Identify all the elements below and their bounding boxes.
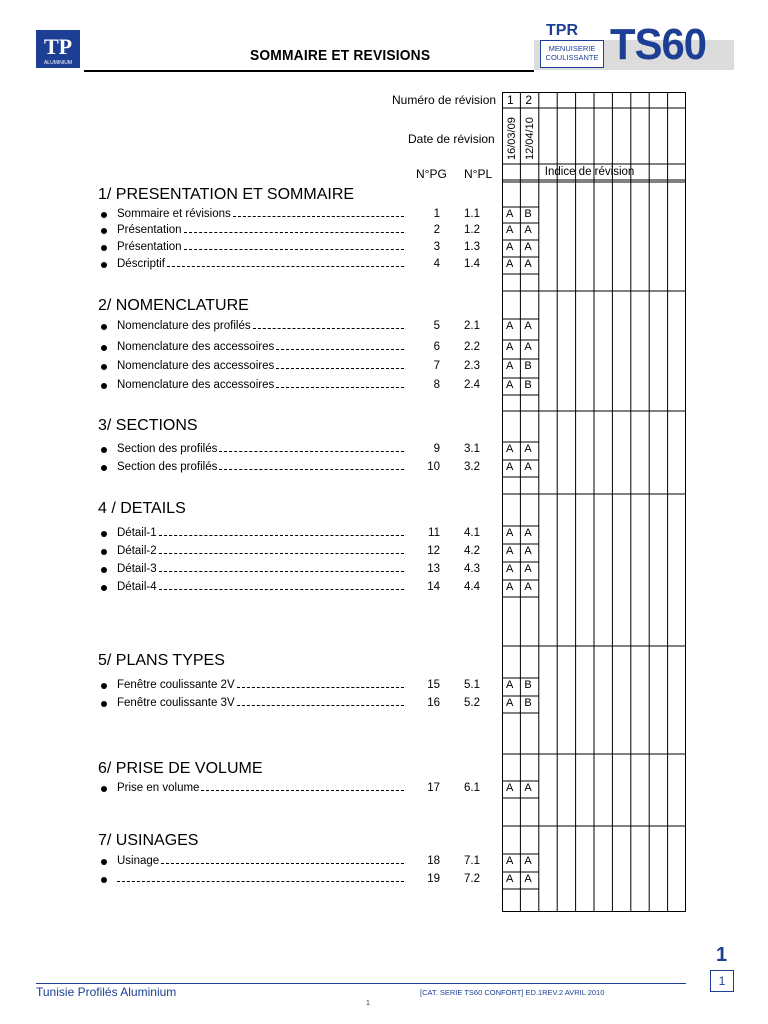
logo-sub: ALUMINIUM	[43, 60, 73, 66]
revision-index: A	[506, 545, 514, 557]
revision-index: B	[524, 208, 532, 220]
bullet-icon	[101, 859, 107, 865]
plan-number: 1.2	[464, 224, 480, 236]
dotted-leader	[159, 535, 404, 536]
section-title: 7/ USINAGES	[98, 832, 199, 849]
revision-index: A	[524, 782, 532, 794]
footer-reference: [CAT. SERIE TS60 CONFORT] ED.1REV.2 AVRIL 2010	[420, 988, 605, 997]
revision-index: A	[506, 241, 514, 253]
dotted-leader	[159, 553, 404, 554]
list-item-label: Détail-2	[117, 545, 157, 557]
plan-number: 2.3	[464, 360, 480, 372]
revision-index: B	[524, 360, 532, 372]
revision-index: A	[524, 527, 532, 539]
dotted-leader	[276, 387, 404, 388]
plan-number: 1.4	[464, 258, 480, 270]
footer-company: Tunisie Profilés Aluminium	[36, 985, 177, 999]
revision-index: B	[524, 697, 532, 709]
revision-index: A	[524, 224, 532, 236]
section-title: 4 / DETAILS	[98, 500, 186, 517]
brand-subtitle-2: COULISSANTE	[545, 53, 599, 62]
list-item-label: Fenêtre coulissante 2V	[117, 679, 235, 691]
page-number: 13	[427, 563, 440, 575]
list-item-label: Sommaire et révisions	[117, 208, 231, 220]
page-number: 18	[427, 855, 440, 867]
page-number: 12	[427, 545, 440, 557]
revision-index: A	[524, 461, 532, 473]
revision-index: B	[524, 679, 532, 691]
plan-number: 5.2	[464, 697, 480, 709]
dotted-leader	[219, 469, 404, 470]
list-item-label: Présentation	[117, 224, 182, 236]
dotted-leader	[117, 881, 404, 882]
section-title: 3/ SECTIONS	[98, 417, 198, 434]
page-number: 15	[427, 679, 440, 691]
bullet-icon	[101, 447, 107, 453]
revision-index: A	[506, 360, 514, 372]
dotted-leader	[159, 589, 404, 590]
list-item-label: Détail-3	[117, 563, 157, 575]
page-number: 17	[427, 782, 440, 794]
bullet-icon	[101, 262, 107, 268]
footer-divider	[36, 983, 686, 984]
list-item-label: Détail-1	[117, 527, 157, 539]
revision-index: A	[524, 320, 532, 332]
dotted-leader	[237, 687, 404, 688]
page-number-large: 1	[716, 944, 728, 966]
revision-index: A	[506, 782, 514, 794]
revision-index: A	[524, 873, 532, 885]
header-divider	[84, 70, 534, 72]
revision-index: A	[506, 208, 514, 220]
plan-number: 2.4	[464, 379, 480, 391]
page-number: 1	[433, 208, 440, 220]
bullet-icon	[101, 345, 107, 351]
revision-number-label: Numéro de révision	[392, 93, 497, 107]
page-number: 9	[433, 443, 440, 455]
page-number: 8	[433, 379, 440, 391]
list-item-label: Détail-4	[117, 581, 157, 593]
revision-index: A	[524, 581, 532, 593]
dotted-leader	[276, 368, 404, 369]
bullet-icon	[101, 245, 107, 251]
revision-index: A	[524, 855, 532, 867]
plan-number: 7.1	[464, 855, 480, 867]
page-number: 7	[433, 360, 440, 372]
page-number: 10	[427, 461, 440, 473]
plan-number: 4.2	[464, 545, 480, 557]
revision-index: A	[506, 320, 514, 332]
section-title: 6/ PRISE DE VOLUME	[98, 760, 263, 777]
list-item-label: Déscriptif	[117, 258, 165, 270]
dotted-leader	[219, 451, 404, 452]
revision-index-label: Indice de révision	[544, 166, 635, 178]
page-number: 3	[433, 241, 440, 253]
plan-number: 2.1	[464, 320, 480, 332]
plan-number: 4.1	[464, 527, 480, 539]
revision-index: A	[506, 379, 514, 391]
footer-page-number: 1	[366, 1000, 370, 1007]
brand-model: TS60	[610, 20, 707, 69]
revision-date: 12/04/10	[524, 117, 537, 160]
revision-date: 16/03/09	[506, 117, 518, 160]
page-number: 5	[433, 320, 440, 332]
list-item-label: Nomenclature des accessoires	[117, 379, 275, 391]
plan-number: 2.2	[464, 341, 480, 353]
bullet-icon	[101, 786, 107, 792]
page-number-column-label: N°PG	[416, 167, 447, 181]
bullet-icon	[101, 877, 107, 883]
list-item-label: Nomenclature des profilés	[117, 320, 251, 332]
list-item-label: Section des profilés	[117, 461, 218, 473]
list-item-label: Fenêtre coulissante 3V	[117, 697, 235, 709]
revision-index: A	[506, 341, 514, 353]
bullet-icon	[101, 567, 107, 573]
dotted-leader	[184, 232, 404, 233]
dotted-leader	[184, 249, 404, 250]
revision-index: B	[524, 379, 532, 391]
plan-number: 6.1	[464, 782, 480, 794]
plan-number: 3.1	[464, 443, 480, 455]
page-number: 16	[427, 697, 440, 709]
revision-index: A	[506, 461, 514, 473]
revision-index: A	[506, 563, 514, 575]
bullet-icon	[101, 364, 107, 370]
bullet-icon	[101, 465, 107, 471]
page-number: 6	[433, 341, 440, 353]
list-item-label: Section des profilés	[117, 443, 218, 455]
plan-number: 4.3	[464, 563, 480, 575]
revision-index: A	[506, 697, 514, 709]
bullet-icon	[101, 683, 107, 689]
list-item-label: Nomenclature des accessoires	[117, 341, 275, 353]
list-item-label: Usinage	[117, 855, 160, 867]
plan-number-column-label: N°PL	[464, 167, 493, 181]
page-number: 2	[433, 224, 440, 236]
revision-index: A	[506, 258, 514, 270]
dotted-leader	[253, 328, 404, 329]
bullet-icon	[101, 324, 107, 330]
plan-number: 7.2	[464, 873, 480, 885]
dotted-leader	[276, 349, 404, 350]
revision-number: 1	[507, 93, 514, 107]
page-number: 11	[428, 527, 440, 539]
dotted-leader	[159, 571, 404, 572]
logo-letters: TP	[43, 34, 73, 59]
revision-index: A	[506, 873, 514, 885]
list-item-label: Prise en volume	[117, 782, 200, 794]
list-item-label: Nomenclature des accessoires	[117, 360, 275, 372]
dotted-leader	[237, 705, 404, 706]
revision-index: A	[524, 341, 532, 353]
section-title: 1/ PRESENTATION ET SOMMAIRE	[98, 186, 355, 203]
revision-index: A	[524, 241, 532, 253]
page-number: 14	[427, 581, 440, 593]
company-logo	[36, 30, 80, 68]
bullet-icon	[101, 228, 107, 234]
brand-subtitle-1: MENUISERIE	[548, 44, 596, 53]
plan-number: 5.1	[464, 679, 480, 691]
revision-grid	[502, 92, 686, 912]
revision-index: A	[506, 679, 514, 691]
revision-index: A	[506, 527, 514, 539]
revision-index: A	[506, 224, 514, 236]
bullet-icon	[101, 383, 107, 389]
page-title: SOMMAIRE ET REVISIONS	[250, 47, 431, 64]
revision-index: A	[524, 563, 532, 575]
bullet-icon	[101, 701, 107, 707]
plan-number: 4.4	[464, 581, 480, 593]
page-number: 19	[427, 873, 440, 885]
plan-number: 3.2	[464, 461, 480, 473]
revision-index: A	[524, 443, 532, 455]
page-number: 4	[433, 258, 440, 270]
dotted-leader	[201, 790, 404, 791]
bullet-icon	[101, 531, 107, 537]
plan-number: 1.1	[464, 208, 480, 220]
revision-index: A	[506, 581, 514, 593]
section-title: 5/ PLANS TYPES	[98, 652, 225, 669]
section-title: 2/ NOMENCLATURE	[98, 297, 249, 314]
page-number-box: 1	[710, 970, 734, 992]
list-item-label: Présentation	[117, 241, 182, 253]
bullet-icon	[101, 549, 107, 555]
brand-name: TPR	[546, 22, 578, 39]
revision-date-label: Date de révision	[408, 132, 495, 146]
revision-index: A	[524, 258, 532, 270]
bullet-icon	[101, 585, 107, 591]
revision-index: A	[524, 545, 532, 557]
dotted-leader	[161, 863, 404, 864]
bullet-icon	[101, 212, 107, 218]
revision-index: A	[506, 855, 514, 867]
dotted-leader	[167, 266, 404, 267]
revision-index: A	[506, 443, 514, 455]
plan-number: 1.3	[464, 241, 480, 253]
revision-number: 2	[525, 93, 533, 107]
dotted-leader	[233, 216, 404, 217]
